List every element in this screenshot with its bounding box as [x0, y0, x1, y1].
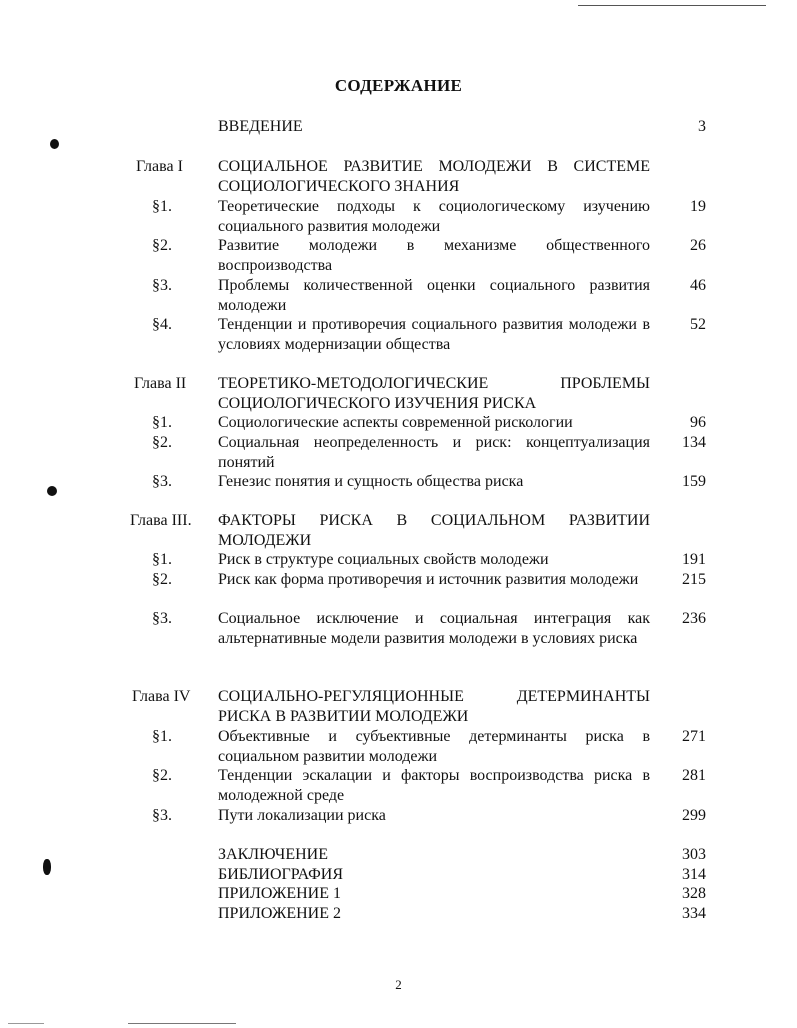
section-number: §2.	[152, 237, 172, 254]
toc-page-number: 314	[682, 866, 706, 883]
chapter-label: Глава IV	[132, 688, 191, 705]
section-title: Социологические аспекты современной рискологии	[218, 414, 573, 431]
punch-hole-mark	[43, 859, 51, 875]
toc-page-number: 96	[690, 414, 706, 431]
section-number: §1.	[152, 198, 172, 215]
section-title: Генезис понятия и сущность общества риска	[218, 473, 524, 490]
page-title: СОДЕРЖАНИЕ	[334, 76, 463, 95]
section-number: §3.	[152, 610, 172, 627]
chapter-title: ТЕОРЕТИКО-МЕТОДОЛОГИЧЕСКИЕ ПРОБЛЕМЫ СОЦИОЛОГИЧЕСКОГО ИЗУЧЕНИЯ РИСКА	[218, 375, 650, 412]
toc-entry-text: БИБЛИОГРАФИЯ	[218, 866, 344, 883]
punch-hole-mark	[50, 139, 59, 149]
section-title: Социальное исключение и социальная интеграция как альтернативные модели развития молодежи в условиях риска	[218, 610, 650, 647]
toc-page-number: 3	[698, 118, 706, 135]
toc-entry-text: ЗАКЛЮЧЕНИЕ	[218, 846, 328, 863]
section-title: Проблемы количественной оценки социального развития молодежи	[218, 277, 650, 314]
toc-page-number: 281	[682, 767, 706, 784]
section-number: §2.	[152, 571, 172, 588]
toc-page-number: 134	[682, 434, 706, 451]
toc-entry-text: ПРИЛОЖЕНИЕ 2	[218, 905, 342, 922]
toc-page-number: 236	[682, 610, 706, 627]
section-number: §4.	[152, 316, 172, 333]
section-number: §1.	[152, 728, 172, 745]
scan-artifact-line	[128, 1023, 236, 1024]
section-number: §1.	[152, 551, 172, 568]
toc-page-number: 299	[682, 807, 706, 824]
toc-page-number: 159	[682, 473, 706, 490]
section-title: Объективные и субъективные детерминанты риска в социальном развитии молодежи	[218, 728, 650, 765]
section-number: §2.	[152, 434, 172, 451]
toc-page-number: 334	[682, 905, 706, 922]
section-number: §2.	[152, 767, 172, 784]
punch-hole-mark	[47, 486, 57, 496]
chapter-label: Глава III.	[130, 512, 192, 529]
section-title: Тенденции эскалации и факторы воспроизводства риска в молодежной среде	[218, 767, 650, 804]
page-number: 2	[395, 977, 402, 992]
section-number: §1.	[152, 414, 172, 431]
toc-entry-text: ВВЕДЕНИЕ	[218, 118, 303, 135]
toc-page-number: 303	[682, 846, 706, 863]
toc-page-number: 26	[690, 237, 706, 254]
chapter-label: Глава II	[134, 375, 187, 392]
section-title: Риск как форма противоречия и источник развития молодежи	[218, 571, 639, 588]
section-number: §3.	[152, 473, 172, 490]
chapter-title: ФАКТОРЫ РИСКА В СОЦИАЛЬНОМ РАЗВИТИИ МОЛОДЕЖИ	[218, 512, 650, 549]
scan-artifact-line	[578, 5, 766, 6]
section-title: Теоретические подходы к социологическому изучению социального развития молодежи	[218, 198, 650, 235]
section-title: Пути локализации риска	[218, 807, 386, 824]
toc-page-number: 328	[682, 885, 706, 902]
toc-page-number: 52	[690, 316, 706, 333]
section-title: Риск в структуре социальных свойств молодежи	[218, 551, 549, 568]
chapter-title: СОЦИАЛЬНО-РЕГУЛЯЦИОННЫЕ ДЕТЕРМИНАНТЫ РИСКА В РАЗВИТИИ МОЛОДЕЖИ	[218, 688, 650, 725]
chapter-title: СОЦИАЛЬНОЕ РАЗВИТИЕ МОЛОДЕЖИ В СИСТЕМЕ СОЦИОЛОГИЧЕСКОГО ЗНАНИЯ	[218, 158, 650, 195]
chapter-label: Глава I	[136, 158, 183, 175]
scan-artifact-line	[8, 1023, 44, 1024]
section-number: §3.	[152, 277, 172, 294]
toc-page-number: 215	[682, 571, 706, 588]
toc-page-number: 271	[682, 728, 706, 745]
section-title: Социальная неопределенность и риск: концептуализация понятий	[218, 434, 650, 471]
toc-page-number: 46	[690, 277, 706, 294]
section-number: §3.	[152, 807, 172, 824]
toc-page-number: 191	[682, 551, 706, 568]
section-title: Развитие молодежи в механизме общественного воспроизводства	[218, 237, 650, 274]
toc-entry-text: ПРИЛОЖЕНИЕ 1	[218, 885, 342, 902]
toc-page-number: 19	[690, 198, 706, 215]
section-title: Тенденции и противоречия социального развития молодежи в условиях модернизации общества	[218, 316, 650, 353]
